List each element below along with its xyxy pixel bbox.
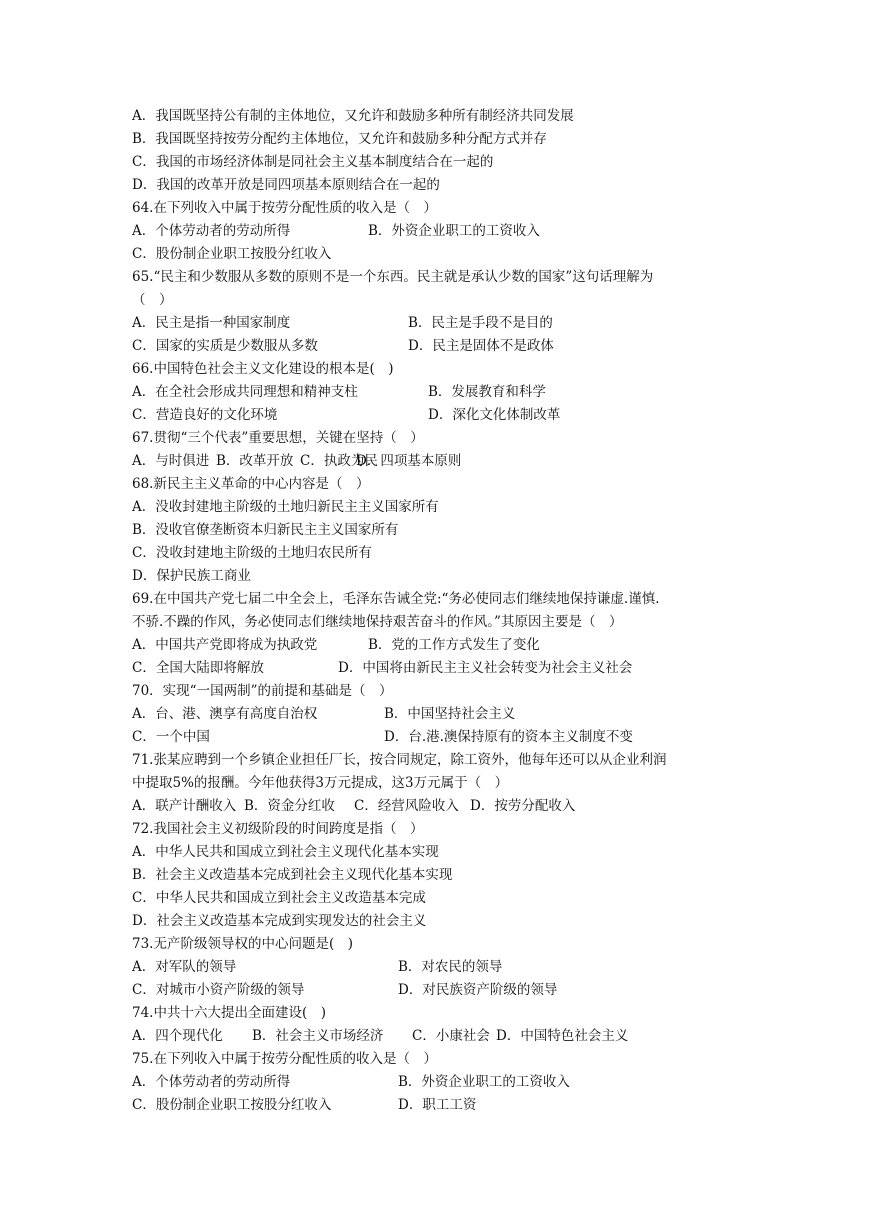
option-text: C．小康社会 (412, 1028, 490, 1044)
option-text: B．发展教育和科学 (428, 384, 546, 400)
line-text: C．股份制企业职工按股分红收入 (132, 1097, 332, 1113)
option-text: D．按劳分配收入 (470, 798, 576, 814)
line-text: C．全国大陆即将解放 (132, 660, 264, 676)
line-text: C．对城市小资产阶级的领导 (132, 982, 305, 998)
line-text: 64.在下列收入中属于按劳分配性质的收入是（ ） (132, 200, 437, 216)
line-text: 75.在下列收入中属于按劳分配性质的收入是（ ） (132, 1051, 437, 1067)
line-text: 70．实现“一国两制”的前提和基础是（ ） (132, 683, 393, 699)
line-text: （ ） (132, 292, 173, 308)
line-text: 68.新民主主义革命的中心内容是（ ） (132, 476, 370, 492)
option-text: B．资金分红收 (244, 798, 335, 814)
line-text: A．个体劳动者的劳动所得 (132, 1074, 291, 1090)
line-text: 中提取5%的报酬。今年他获得3万元提成，这3万元属于（ ） (132, 775, 509, 791)
option-text: D．中国特色社会主义 (496, 1028, 629, 1044)
line-text: D．我国的改革开放是同四项基本原则结合在一起的 (132, 177, 440, 193)
line-text: C．没收封建地主阶级的土地归农民所有 (132, 545, 372, 561)
option-text: C．执政为民 (300, 453, 378, 469)
line-text: 74.中共十六大提出全面建设( ) (132, 1005, 327, 1021)
option-text: B．改革开放 (216, 453, 294, 469)
line-text: D．社会主义改造基本完成到实现发达的社会主义 (132, 913, 427, 929)
option-text: D．中国将由新民主主义社会转变为社会主义社会 (338, 660, 633, 676)
line-text: A．我国既坚持公有制的主体地位，又允许和鼓励多种所有制经济共同发展 (132, 108, 574, 124)
line-text: A．四个现代化 (132, 1028, 223, 1044)
option-text: B．党的工作方式发生了变化 (368, 637, 540, 653)
line-text: C．我国的市场经济体制是同社会主义基本制度结合在一起的 (132, 154, 494, 170)
line-text: A．台、港、澳享有高度自治权 (132, 706, 318, 722)
line-text: 73.无产阶级领导权的中心问题是( ) (132, 936, 354, 952)
line-text: 69.在中国共产党七届二中全会上，毛泽东告诫全党:“务必使同志们继续地保持谦虚.谨慎. (132, 591, 660, 607)
option-text: B．外资企业职工的工资收入 (368, 223, 540, 239)
line-text: A．在全社会形成共同理想和精神支柱 (132, 384, 358, 400)
option-text: D．民主是固体不是政体 (408, 338, 554, 354)
line-text: A．与时俱进 (132, 453, 210, 469)
line-text: A．中华人民共和国成立到社会主义现代化基本实现 (132, 844, 439, 860)
line-text: C．中华人民共和国成立到社会主义改造基本完成 (132, 890, 426, 906)
option-text: D．对民族资产阶级的领导 (398, 982, 558, 998)
line-text: 67.贯彻“三个代表”重要思想，关键在坚持（ ） (132, 430, 424, 446)
line-text: 66.中国特色社会主义文化建设的根本是( ) (132, 361, 394, 377)
line-text: C．股份制企业职工按股分红收入 (132, 246, 332, 262)
option-text: D．深化文化体制改革 (428, 407, 561, 423)
line-text: 72.我国社会主义初级阶段的时间跨度是指（ ） (132, 821, 424, 837)
line-text: D．保护民族工商业 (132, 568, 251, 584)
line-text: A．民主是指一种国家制度 (132, 315, 291, 331)
line-text: B．我国既坚持按劳分配约主体地位，又允许和鼓励多种分配方式并存 (132, 131, 547, 147)
line-text: C．一个中国 (132, 729, 210, 745)
option-text: C．经营风险收入 (354, 798, 459, 814)
option-text: D．台.港.澳保持原有的资本主义制度不变 (384, 729, 633, 745)
line-text: 不骄.不躁的作风，务必使同志们继续地保持艰苦奋斗的作风。”其原因主要是（ ） (132, 614, 623, 630)
line-text: A．个体劳动者的劳动所得 (132, 223, 291, 239)
option-text: B．外资企业职工的工资收入 (398, 1074, 570, 1090)
line-text: 65.“民主和少数服从多数的原则不是一个东西。民主就是承认少数的国家”这句话理解为 (132, 269, 654, 285)
option-text: D．职工工资 (398, 1097, 477, 1113)
option-text: B．中国坚持社会主义 (384, 706, 516, 722)
line-text: A．联产计酬收入 (132, 798, 237, 814)
line-text: A．中国共产党即将成为执政党 (132, 637, 318, 653)
line-text: B．社会主义改造基本完成到社会主义现代化基本实现 (132, 867, 453, 883)
line-text: C．营造良好的文化环境 (132, 407, 278, 423)
line-text: 71.张某应聘到一个乡镇企业担任厂长，按合同规定，除工资外，他每年还可以从企业利润 (132, 752, 667, 768)
option-text: D．四项基本原则 (356, 453, 462, 469)
line-text: A．没收封建地主阶级的土地归新民主主义国家所有 (132, 499, 439, 515)
line-text: B．没收官僚垄断资本归新民主主义国家所有 (132, 522, 399, 538)
line-text: A．对军队的领导 (132, 959, 237, 975)
option-text: B．民主是手段不是目的 (408, 315, 553, 331)
line-text: C．国家的实质是少数服从多数 (132, 338, 318, 354)
option-text: B．对农民的领导 (398, 959, 503, 975)
option-text: B．社会主义市场经济 (252, 1028, 384, 1044)
